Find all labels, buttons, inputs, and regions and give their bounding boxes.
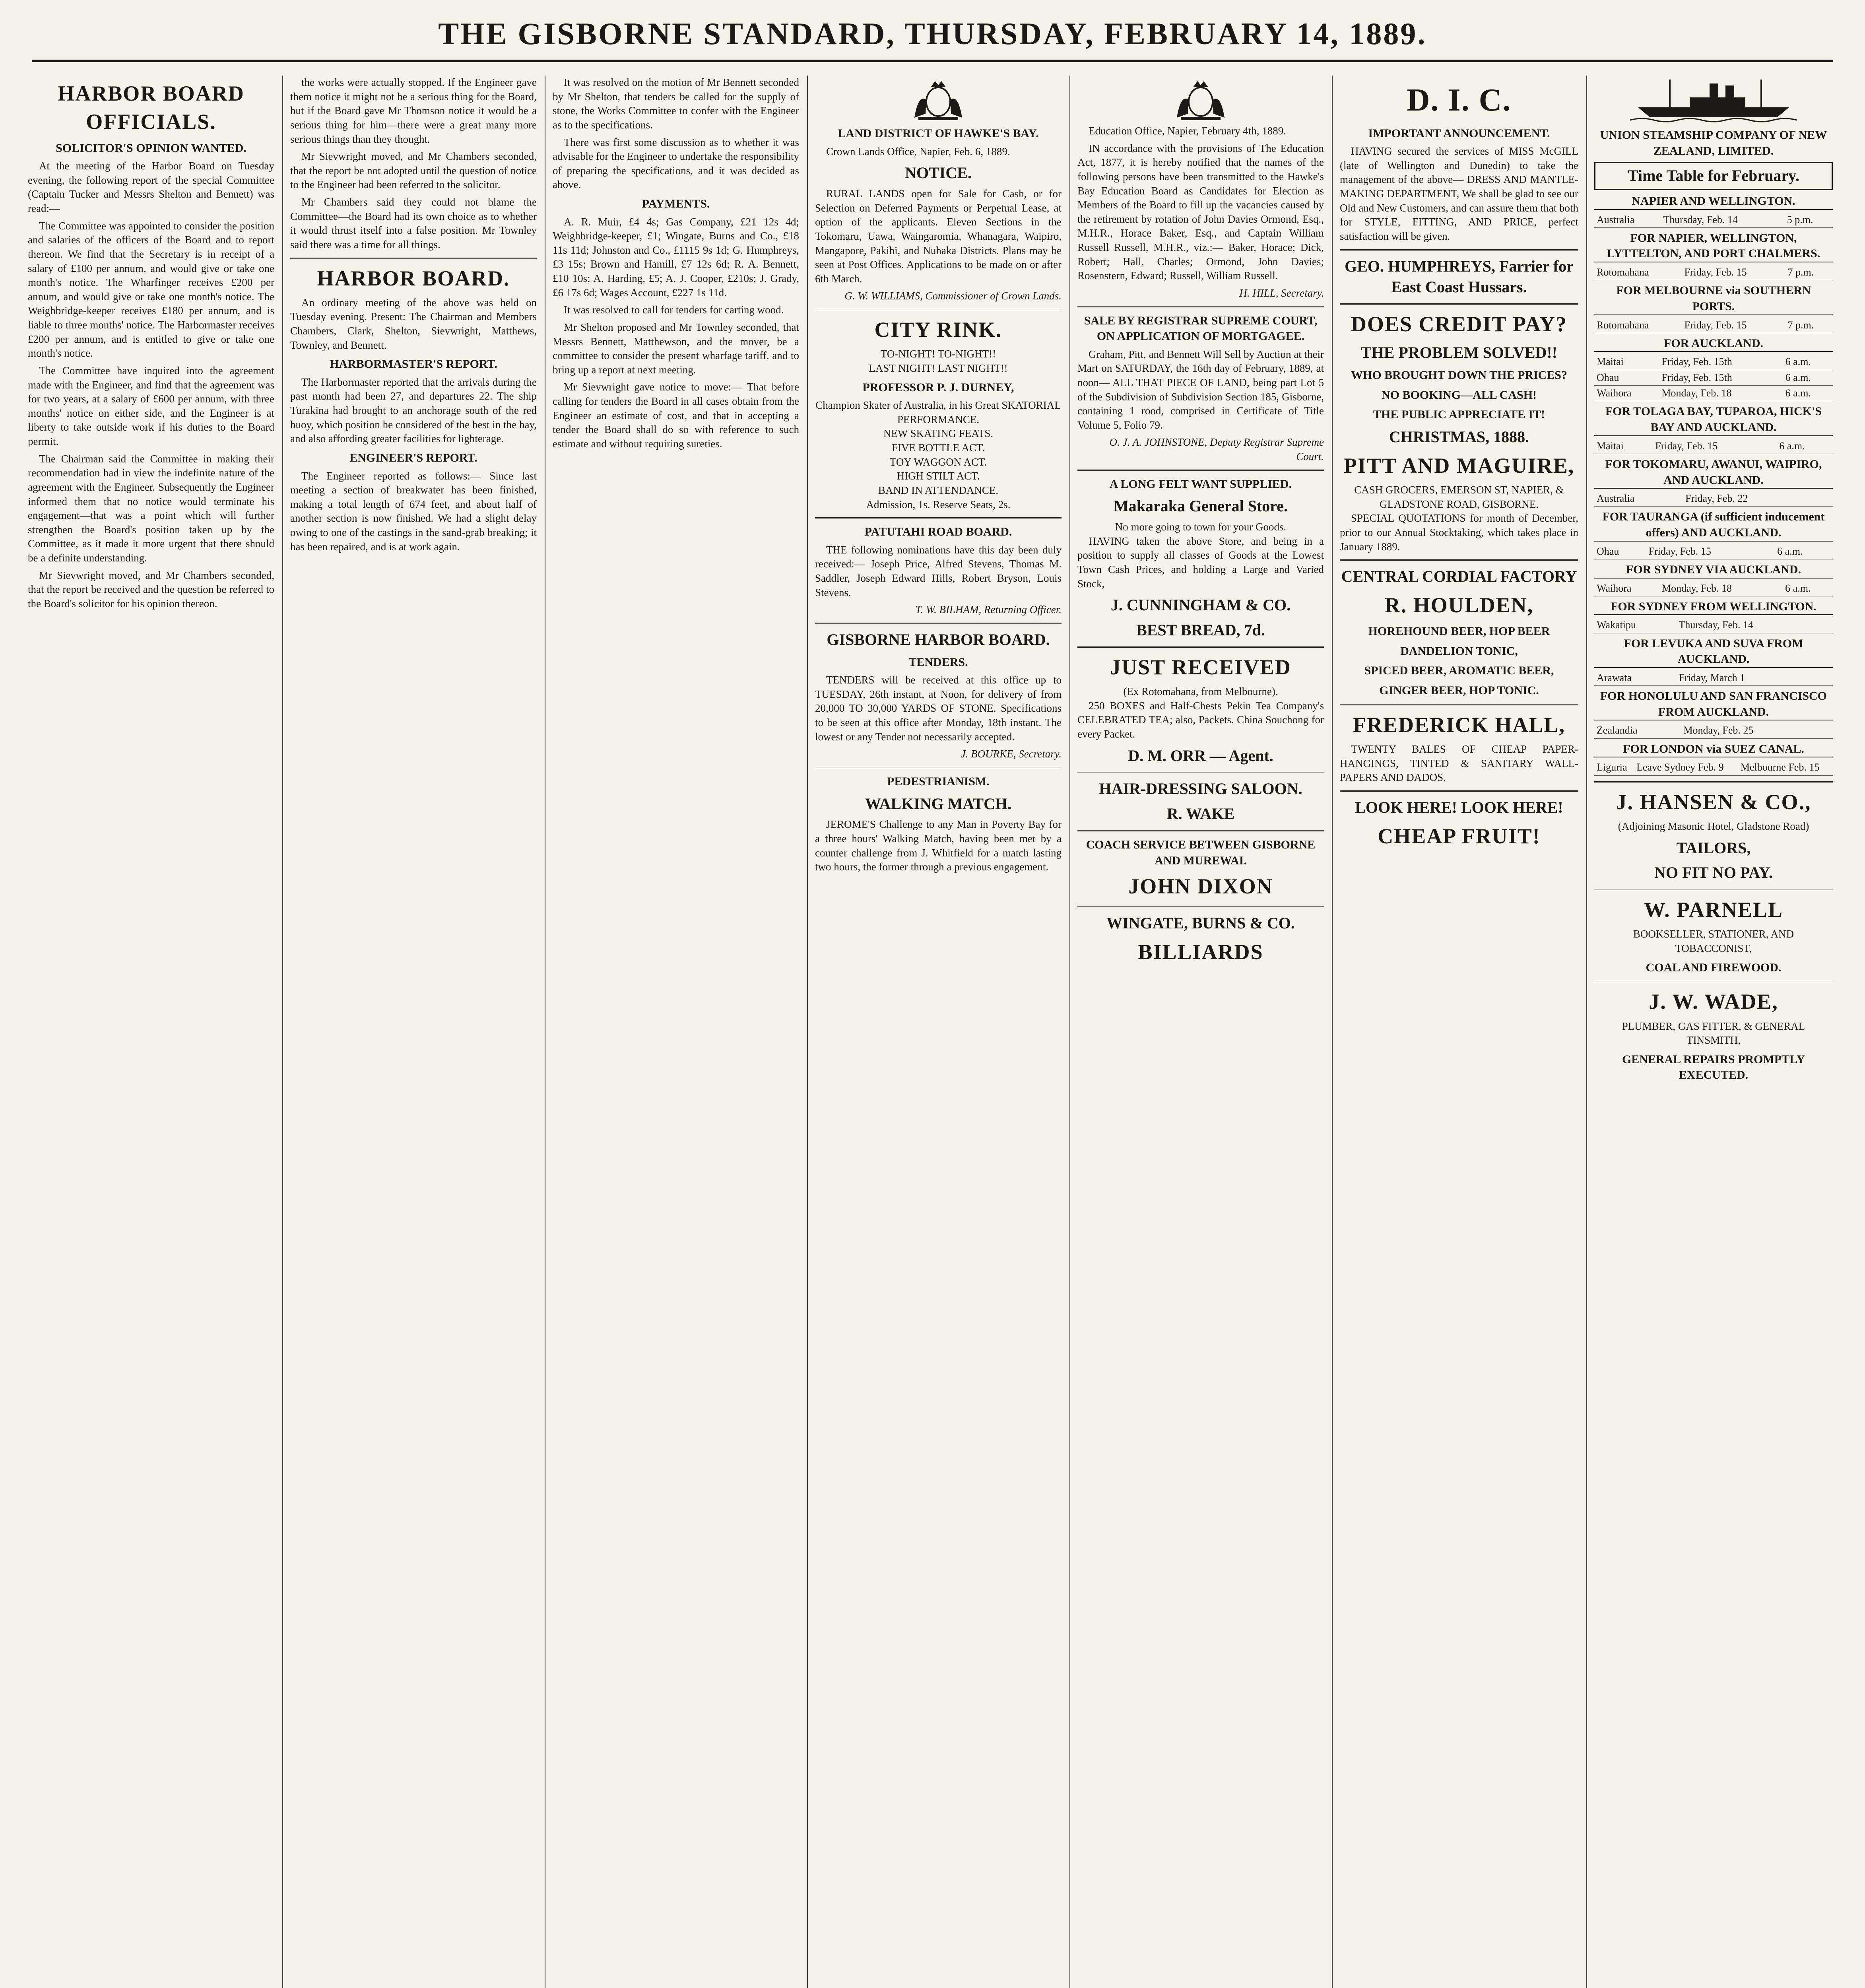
- subheading: ENGINEER'S REPORT.: [349, 451, 477, 464]
- divider: [1340, 559, 1578, 561]
- table-cell: Melbourne Feb. 15: [1738, 760, 1833, 775]
- ad-line: TO-NIGHT! TO-NIGHT!!: [880, 348, 996, 360]
- notice-label: NOTICE.: [905, 164, 972, 182]
- ad-line: DANDELION TONIC,: [1400, 644, 1518, 658]
- table-row: [1594, 617, 1833, 633]
- ad-line: FIVE BOTTLE ACT.: [891, 442, 985, 454]
- table-cell: 6 a.m.: [1783, 386, 1833, 401]
- table-row: [1594, 370, 1833, 385]
- ad-line: NO BOOKING—ALL CASH!: [1381, 388, 1537, 402]
- article-paragraph: The Chairman said the Committee in making their recommendation had in view the indefinite nature of the agreement with the Engineer. Subsequently the Engineer informed them that no notice would terminate his engagement—that was a point which will further strengthen the Board's position taken up by the Committee, as it made it more urgent that there should be a definite understanding.: [28, 452, 274, 564]
- table-row: [1594, 491, 1833, 507]
- ad-line: (Adjoining Masonic Hotel, Gladstone Road): [1618, 820, 1809, 832]
- divider: [815, 767, 1062, 768]
- ad-line: PROFESSOR P. J. DURNEY,: [862, 381, 1014, 394]
- timetable-table: [1594, 723, 1833, 738]
- ad-title: NO FIT NO PAY.: [1654, 864, 1773, 882]
- column-rule: [1332, 76, 1333, 1988]
- timetable-route: FOR TOLAGA BAY, TUPAROA, HICK'S BAY AND AUCKLAND.: [1594, 404, 1833, 436]
- ad-body: SPECIAL QUOTATIONS for month of December, prior to our Annual Stocktaking, which takes place in January 1889.: [1340, 512, 1578, 553]
- table-cell: Rotomahana: [1594, 265, 1682, 280]
- notice-label: TENDERS.: [908, 655, 968, 669]
- steamship-icon: [1630, 76, 1797, 123]
- column-6: [1340, 76, 1578, 1988]
- table-cell: [1823, 670, 1833, 686]
- ad-title: GENERAL REPAIRS PROMPTLY EXECUTED.: [1622, 1052, 1805, 1082]
- subheading: PAYMENTS.: [642, 197, 710, 210]
- notice-signature: J. BOURKE, Secretary.: [961, 748, 1062, 760]
- ad-name: Makaraka General Store.: [1113, 497, 1288, 515]
- divider: [1077, 470, 1324, 471]
- timetable-title: Time Table for February.: [1594, 162, 1833, 190]
- company-name: UNION STEAMSHIP COMPANY OF NEW ZEALAND, LIMITED.: [1600, 128, 1827, 157]
- ad-name: FREDERICK HALL,: [1353, 712, 1566, 737]
- table-cell: Australia: [1594, 491, 1683, 507]
- ad-name: WINGATE, BURNS & CO.: [1106, 914, 1295, 932]
- table-cell: 7 p.m.: [1785, 265, 1833, 280]
- table-cell: 6 a.m.: [1783, 354, 1833, 370]
- ad-line: SPICED BEER, AROMATIC BEER,: [1364, 664, 1554, 678]
- ad-name: BILLIARDS: [1138, 940, 1263, 964]
- ad-line: THE PUBLIC APPRECIATE IT!: [1373, 408, 1545, 421]
- table-cell: Friday, Feb. 15: [1682, 318, 1785, 333]
- article-paragraph: The Engineer reported as follows:— Since last meeting a section of breakwater has been finished, making a total length of 674 feet, and about half of another section is now finished. We had a slight delay owing to one of the castings in the sand-grab breaking; it has been repaired, and is at work again.: [290, 470, 537, 553]
- table-cell: Maitai: [1594, 354, 1659, 370]
- ad-body: 250 BOXES and Half-Chests Pekin Tea Company's CELEBRATED TEA; also, Packets. China Souchong for every Packet.: [1077, 699, 1324, 740]
- ad-title: CENTRAL CORDIAL FACTORY: [1341, 567, 1577, 586]
- ad-name: JOHN DIXON: [1128, 874, 1273, 899]
- ad-name: W. PARNELL: [1644, 898, 1783, 922]
- table-cell: Waihora: [1594, 386, 1659, 401]
- column-4: [815, 76, 1062, 1988]
- ad-title: CITY RINK.: [874, 318, 1002, 342]
- timetable-table: [1594, 265, 1833, 280]
- article-paragraph: Mr Sievwright gave notice to move:— That before calling for tenders the Board in all cases obtain from the Engineer an estimate of cost, and that in accepting a tender the Board shall do so with reference to such estimate and without requiring sureties.: [553, 381, 799, 450]
- ad-line: Admission, 1s. Reserve Seats, 2s.: [866, 498, 1011, 511]
- divider: [1594, 981, 1833, 982]
- article-paragraph: It was resolved on the motion of Mr Bennett seconded by Mr Shelton, that tenders be called for the supply of stone, the Works Committee to confer with the Engineer as to the specifications.: [553, 76, 799, 131]
- article-paragraph: A. R. Muir, £4 4s; Gas Company, £21 12s 4d; Weighbridge-keeper, £1; Wingate, Burns and Co., £18 11s 11d; Johnston and Co., £1115 9s 1d; G. Humphreys, £3 15s; Brown and Hamill, £7 12s 6d; R. A. Bennett, £10 10s; A. Harding, £5; A. J. Cooper, £210s; J. Grady, £6 17s 6d; Wages Account, £227 1s 11d.: [553, 215, 799, 299]
- divider: [1077, 306, 1324, 307]
- royal-crest-icon: [906, 78, 970, 122]
- notice-body: JEROME'S Challenge to any Man in Poverty Bay for a three hours' Walking Match, having been met by a counter challenge from J. Whitfield for a match lasting two hours, the former through a previous engagement.: [815, 818, 1062, 873]
- ad-line: LAST NIGHT! LAST NIGHT!!: [869, 362, 1008, 374]
- table-row: [1594, 212, 1833, 228]
- ad-body: HAVING taken the above Store, and being in a position to supply all classes of Goods at the Lowest Town Cash Prices, and holding a Large and Varied Stock,: [1077, 535, 1324, 590]
- timetable-route: FOR MELBOURNE via SOUTHERN PORTS.: [1594, 283, 1833, 315]
- table-cell: Friday, Feb. 15: [1646, 544, 1775, 559]
- table-row: [1594, 723, 1833, 738]
- ad-name: PITT AND MAGUIRE,: [1343, 453, 1575, 478]
- notice-title: PATUTAHI ROAD BOARD.: [864, 525, 1012, 539]
- masthead: THE GISBORNE STANDARD, THURSDAY, FEBRUARY 14, 1889.: [32, 16, 1833, 62]
- article-paragraph: Mr Sievwright moved, and Mr Chambers seconded, that the report be received and the question be referred to the Board's solicitor for his opinion thereon.: [28, 569, 274, 610]
- ad-line: BAND IN ATTENDANCE.: [878, 484, 999, 496]
- royal-crest-icon: [1169, 78, 1232, 122]
- ad-line: No more going to town for your Goods.: [1115, 521, 1287, 533]
- ad-line: CASH GROCERS, EMERSON ST, NAPIER, & GLADSTONE ROAD, GISBORNE.: [1354, 484, 1564, 510]
- subheading: HARBORMASTER'S REPORT.: [330, 357, 497, 371]
- ad-line: (Ex Rotomahana, from Melbourne),: [1123, 685, 1278, 698]
- article-subtitle: SOLICITOR'S OPINION WANTED.: [56, 141, 246, 155]
- timetable-table: [1594, 617, 1833, 633]
- table-cell: Monday, Feb. 18: [1659, 581, 1783, 596]
- ad-name: J. CUNNINGHAM & CO.: [1110, 596, 1291, 614]
- notice-signature: T. W. BILHAM, Returning Officer.: [915, 604, 1062, 616]
- ad-body: HAVING secured the services of MISS McGILL (late of Wellington and Dunedin) to take the management of the above— DRESS AND MANTLE-MAKING DEPARTMENT, We shall be glad to see our Old and New Customers, and can assure them that both for STYLE, FITTING, AND PRICE, perfect satisfaction will be given.: [1340, 145, 1578, 242]
- ad-name: R. WAKE: [1166, 805, 1235, 823]
- table-cell: Maitai: [1594, 439, 1653, 454]
- divider: [1340, 303, 1578, 305]
- table-cell: Rotomahana: [1594, 318, 1682, 333]
- timetable-route: FOR SYDNEY FROM WELLINGTON.: [1594, 599, 1833, 615]
- ad-line: PLUMBER, GAS FITTER, & GENERAL TINSMITH,: [1622, 1020, 1805, 1046]
- notice-dateline: Education Office, Napier, February 4th, 1889.: [1089, 125, 1287, 137]
- table-cell: Arawata: [1594, 670, 1677, 686]
- article-paragraph: An ordinary meeting of the above was held on Tuesday evening. Present: The Chairman and Members Chambers, Clark, Shelton, Sievwright, Matthews, Townley, and Bennett.: [290, 296, 537, 351]
- table-cell: 6 a.m.: [1783, 370, 1833, 385]
- table-row: [1594, 354, 1833, 370]
- table-cell: Ohau: [1594, 544, 1646, 559]
- ad-title: TAILORS,: [1676, 839, 1751, 857]
- table-cell: [1824, 617, 1833, 633]
- timetable-table: [1594, 354, 1833, 401]
- column-7: [1594, 76, 1833, 1988]
- column-rule: [807, 76, 808, 1988]
- article-paragraph: Mr Shelton proposed and Mr Townley seconded, that Messrs Bennett, Matthewson, and the mover, be a committee to consider the present wharfage tariff, and to bring up a report at next meeting.: [553, 321, 799, 376]
- divider: [1594, 889, 1833, 890]
- timetable-route: FOR SYDNEY VIA AUCKLAND.: [1594, 562, 1833, 579]
- ad-line: TOY WAGGON ACT.: [889, 456, 987, 468]
- table-row: [1594, 670, 1833, 686]
- ad-line: WHO BROUGHT DOWN THE PRICES?: [1351, 369, 1567, 382]
- ad-line: GINGER BEER, HOP TONIC.: [1379, 684, 1539, 697]
- timetable-route: FOR AUCKLAND.: [1594, 336, 1833, 352]
- table-cell: Liguria: [1594, 760, 1634, 775]
- timetable-table: [1594, 491, 1833, 507]
- table-row: [1594, 265, 1833, 280]
- table-cell: Zealandia: [1594, 723, 1681, 738]
- table-row: [1594, 439, 1833, 454]
- timetable-route: NAPIER AND WELLINGTON.: [1594, 193, 1833, 210]
- timetable-routes: [1594, 193, 1833, 776]
- notice-title: SALE BY REGISTRAR SUPREME COURT, ON APPLICATION OF MORTGAGEE.: [1084, 314, 1318, 343]
- ad-name: GEO. HUMPHREYS, Farrier for East Coast Hussars.: [1345, 257, 1574, 296]
- ad-title: D. I. C.: [1407, 83, 1512, 118]
- table-cell: 6 a.m.: [1775, 544, 1833, 559]
- notice-body: THE following nominations have this day been duly received:— Joseph Price, Alfred Stevens, Thomas M. Saddler, Joseph Edward Hills, Robert Bryson, Louis Stevens.: [815, 544, 1062, 598]
- timetable-table: [1594, 760, 1833, 775]
- timetable-route: FOR HONOLULU AND SAN FRANCISCO FROM AUCKLAND.: [1594, 688, 1833, 720]
- divider: [1340, 249, 1578, 250]
- notice-title: LAND DISTRICT OF HAWKE'S BAY.: [838, 127, 1039, 140]
- divider: [1340, 790, 1578, 792]
- timetable-route: FOR LONDON via SUEZ CANAL.: [1594, 741, 1833, 758]
- article-paragraph: The Harbormaster reported that the arrivals during the past month had been 27, and departures 22. The ship Turakina had brought to an anchorage south of the red buoy, which position he considered of the best in the bay, and also affording greater facilities for lighterage.: [290, 376, 537, 445]
- ad-title: CHEAP FRUIT!: [1378, 824, 1541, 848]
- column-rule: [1069, 76, 1070, 1988]
- table-cell: 6 a.m.: [1783, 581, 1833, 596]
- ad-line: HOREHOUND BEER, HOP BEER: [1368, 625, 1550, 638]
- divider: [815, 309, 1062, 310]
- notice-dateline: Crown Lands Office, Napier, Feb. 6, 1889.: [826, 145, 1010, 157]
- article-paragraph: Mr Sievwright moved, and Mr Chambers seconded, that the report be not adopted until the question of notice to the Engineer had been referred to the solicitor.: [290, 150, 537, 191]
- notice-signature: G. W. WILLIAMS, Commissioner of Crown Lands.: [844, 290, 1062, 302]
- divider: [1077, 830, 1324, 831]
- ad-name: HAIR-DRESSING SALOON.: [1099, 780, 1302, 798]
- ad-name: BEST BREAD, 7d.: [1136, 621, 1265, 639]
- divider: [1077, 906, 1324, 907]
- column-rule: [282, 76, 283, 1988]
- notice-body: RURAL LANDS open for Sale for Cash, or for Selection on Deferred Payments or Perpetual Lease, at option of the applicants. Eleven Sections in the Tokomaru, Uawa, Waingaromia, Whanagara, Waipiro, Mangapore, Pakihi, and Nuhaka Districts. Plans may be seen at Post Offices. Applications to be made on or after 6th March.: [815, 188, 1062, 285]
- ad-line: CHRISTMAS, 1888.: [1389, 428, 1529, 446]
- timetable-table: [1594, 318, 1833, 333]
- ad-title: LOOK HERE! LOOK HERE!: [1355, 798, 1563, 816]
- divider: [1594, 781, 1833, 782]
- article-paragraph: At the meeting of the Harbor Board on Tuesday evening, the following report of the special Committee (Captain Tucker and Messrs Shelton and Bennett) was read:—: [28, 160, 274, 214]
- ad-title: JUST RECEIVED: [1110, 655, 1291, 679]
- divider: [1077, 772, 1324, 773]
- table-cell: Friday, Feb. 22: [1683, 491, 1823, 507]
- ad-subtitle: THE PROBLEM SOLVED!!: [1360, 344, 1558, 362]
- table-cell: [1823, 491, 1833, 507]
- timetable-route: FOR TAURANGA (if sufficient inducement offers) AND AUCKLAND.: [1594, 509, 1833, 541]
- column-3: [553, 76, 799, 1988]
- table-cell: Australia: [1594, 212, 1661, 228]
- article-paragraph: The Committee have inquired into the agreement made with the Engineer, and find that the agreement was for two years, at a salary of £600 per annum, with three months' notice on either side, and the Engineer is at liberty to take outside work if his duties to the Board permit.: [28, 364, 274, 447]
- divider: [1340, 704, 1578, 705]
- ad-line: Champion Skater of Australia, in his Great SKATORIAL PERFORMANCE.: [815, 399, 1061, 425]
- ad-line: NEW SKATING FEATS.: [883, 427, 994, 440]
- article-title: HARBOR BOARD OFFICIALS.: [58, 82, 245, 134]
- timetable-table: [1594, 212, 1833, 228]
- ad-title: DOES CREDIT PAY?: [1351, 312, 1568, 336]
- divider: [815, 623, 1062, 624]
- table-cell: 7 p.m.: [1785, 318, 1833, 333]
- ad-name: D. M. ORR — Agent.: [1128, 746, 1273, 765]
- table-row: [1594, 386, 1833, 401]
- table-cell: Wakatipu: [1594, 617, 1677, 633]
- table-cell: Monday, Feb. 25: [1681, 723, 1824, 738]
- divider: [290, 258, 537, 259]
- article-paragraph: The Committee was appointed to consider the position and salaries of the officers of the Board and to report thereon. We find that the Secretary is in receipt of a salary of £100 per annum, and would give or take one month's notice. The Wharfinger receives £200 per annum, and would give or take one month's notice. The Weighbridge-keeper receives £180 per annum, and is liable to three months' notice. The Harbormaster receives £200 per annum, and is entitled to give or take one month's notice.: [28, 219, 274, 359]
- timetable-table: [1594, 544, 1833, 559]
- notice-signature: H. HILL, Secretary.: [1239, 287, 1324, 299]
- notice-title: GISBORNE HARBOR BOARD.: [827, 630, 1050, 648]
- notice-title: PEDESTRIANISM.: [887, 775, 990, 788]
- timetable-table: [1594, 439, 1833, 454]
- section-title: HARBOR BOARD.: [317, 266, 510, 290]
- table-cell: Thursday, Feb. 14: [1677, 617, 1824, 633]
- table-row: [1594, 544, 1833, 559]
- ad-subtitle: IMPORTANT ANNOUNCEMENT.: [1368, 126, 1550, 140]
- ad-title: A LONG FELT WANT SUPPLIED.: [1109, 477, 1292, 491]
- column-rule: [1586, 76, 1587, 1988]
- table-cell: Friday, March 1: [1677, 670, 1823, 686]
- table-row: [1594, 581, 1833, 596]
- ad-line: HIGH STILT ACT.: [897, 470, 980, 482]
- table-cell: Thursday, Feb. 14: [1661, 212, 1784, 228]
- table-cell: 5 p.m.: [1785, 212, 1833, 228]
- notice-signature: O. J. A. JOHNSTONE, Deputy Registrar Supreme Court.: [1109, 436, 1324, 463]
- notice-body: IN accordance with the provisions of The Education Act, 1877, it is hereby notified that the names of the following persons have been transmitted to the Hawke's Bay Education Board as Candidates for Election as Members of the Board to fill up the vacancies caused by the retirement by rotation of John Davies Ormond, Esq., M.H.R., Horace Baker, Esq., and Captain William Russell Russell, M.H.R., viz.:— Baker, Horace; Dick, Robert; Hall, Charles; Ormond, John Davies; Rosenstern, Edward; Russell, William Russell.: [1077, 142, 1324, 282]
- table-cell: Friday, Feb. 15: [1682, 265, 1785, 280]
- notice-body: TENDERS will be received at this office up to TUESDAY, 26th instant, at Noon, for delivery of from 20,000 TO 30,000 YARDS OF STONE. Specifications to be seen at this office after Monday, 18th instant. The lowest or any Tender not necessarily accepted.: [815, 674, 1062, 743]
- ad-line: BOOKSELLER, STATIONER, AND TOBACCONIST,: [1633, 928, 1794, 955]
- ad-title: COAL AND FIREWOOD.: [1646, 961, 1782, 974]
- table-cell: [1824, 723, 1833, 738]
- divider: [815, 517, 1062, 518]
- table-cell: Monday, Feb. 18: [1659, 386, 1783, 401]
- table-cell: Leave Sydney Feb. 9: [1634, 760, 1738, 775]
- ad-name: R. HOULDEN,: [1384, 593, 1534, 617]
- article-paragraph: Mr Chambers said they could not blame the Committee—the Board had its own choice as to whether it would thrust itself into a false position. Mr Townley said there was a time for all things.: [290, 196, 537, 250]
- notice-body: Graham, Pitt, and Bennett Will Sell by Auction at their Mart on SATURDAY, the 16th day of February, 1889, at noon— ALL THAT PIECE OF LAND, being part Lot 5 of the Subdivision of Subdivision Section 185, Gisborne, containing 1 rood, comprised in Certificate of Title Volume 5, Folio 79.: [1077, 348, 1324, 431]
- divider: [1077, 646, 1324, 648]
- ad-body: TWENTY BALES OF CHEAP PAPER-HANGINGS, TINTED & SANITARY WALL-PAPERS AND DADOS.: [1340, 743, 1578, 784]
- timetable-route: FOR NAPIER, WELLINGTON, LYTTELTON, AND PORT CHALMERS.: [1594, 230, 1833, 262]
- ad-name: J. W. WADE,: [1649, 990, 1778, 1014]
- column-1: [28, 76, 274, 1988]
- timetable-route: FOR LEVUKA AND SUVA FROM AUCKLAND.: [1594, 636, 1833, 668]
- column-2: [290, 76, 537, 1988]
- table-cell: Waihora: [1594, 581, 1659, 596]
- table-cell: Friday, Feb. 15th: [1659, 354, 1783, 370]
- article-paragraph: It was resolved to call for tenders for carting wood.: [564, 304, 784, 316]
- ad-name: J. HANSEN & CO.,: [1616, 790, 1811, 814]
- notice-subtitle: WALKING MATCH.: [865, 794, 1012, 813]
- timetable-table: [1594, 670, 1833, 686]
- timetable-table: [1594, 581, 1833, 596]
- timetable-route: FOR TOKOMARU, AWANUI, WAIPIRO, AND AUCKLAND.: [1594, 456, 1833, 489]
- column-5: [1077, 76, 1324, 1988]
- article-paragraph: the works were actually stopped. If the Engineer gave them notice it might not be a serious thing for the Board, but if the Board gave Mr Thomson notice it would be a serious thing for him—there were a great many more serious things than they thought.: [290, 76, 537, 145]
- table-cell: Ohau: [1594, 370, 1659, 385]
- table-cell: 6 a.m.: [1777, 439, 1833, 454]
- article-paragraph: There was first some discussion as to whether it was advisable for the Engineer to undertake the responsibility of preparing the specifications, and it was decided as above.: [553, 136, 799, 191]
- table-row: [1594, 318, 1833, 333]
- table-row: [1594, 760, 1833, 775]
- table-cell: Friday, Feb. 15th: [1659, 370, 1783, 385]
- ad-title: COACH SERVICE BETWEEN GISBORNE AND MUREWAI.: [1086, 838, 1316, 867]
- table-cell: Friday, Feb. 15: [1653, 439, 1777, 454]
